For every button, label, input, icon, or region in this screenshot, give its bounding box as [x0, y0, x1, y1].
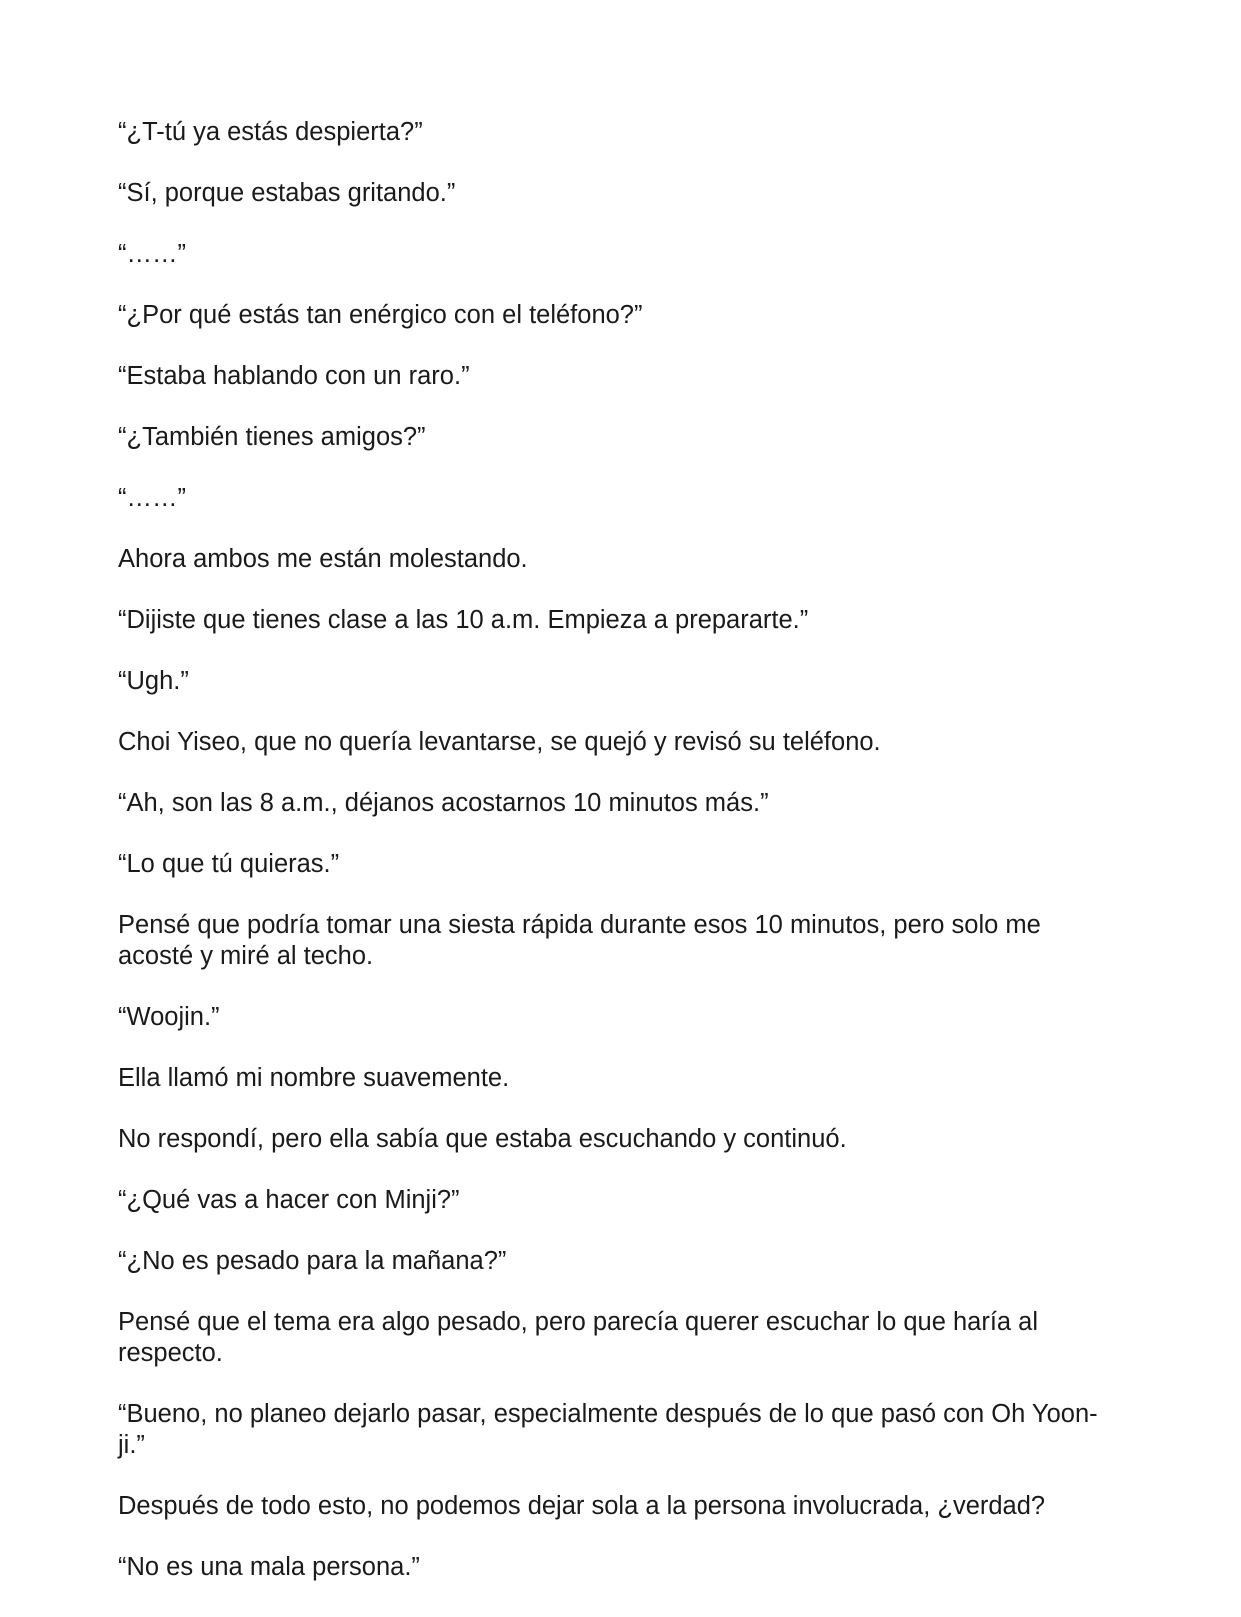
paragraph: “Lo que tú quieras.” [118, 850, 340, 878]
paragraph: “Woojin.” [118, 1003, 220, 1031]
paragraph: “¿No es pesado para la mañana?” [118, 1247, 507, 1275]
paragraph: Pensé que el tema era algo pesado, pero parecía querer escuchar lo que haría al respecto. [118, 1308, 1046, 1367]
text-column [118, 117, 1118, 1613]
paragraph: “……” [118, 240, 186, 268]
paragraph: Ella llamó mi nombre suavemente. [118, 1064, 510, 1092]
paragraph: Pensé que podría tomar una siesta rápida durante esos 10 minutos, pero solo me acosté y miré al techo. [118, 911, 1048, 970]
paragraph: “Dijiste que tienes clase a las 10 a.m. Empieza a prepararte.” [118, 606, 809, 634]
paragraph: Ahora ambos me están molestando. [118, 545, 528, 573]
paragraph: “No es una mala persona.” [118, 1553, 420, 1581]
paragraph: “Bueno, no planeo dejarlo pasar, especialmente después de lo que pasó con Oh Yoon-ji.” [118, 1400, 1098, 1459]
paragraph: Choi Yiseo, que no quería levantarse, se quejó y revisó su teléfono. [118, 728, 881, 756]
paragraph: “Estaba hablando con un raro.” [118, 362, 470, 390]
paragraph: “¿También tienes amigos?” [118, 423, 426, 451]
paragraph: Después de todo esto, no podemos dejar sola a la persona involucrada, ¿verdad? [118, 1492, 1046, 1520]
paragraph: “Sí, porque estabas gritando.” [118, 179, 456, 207]
paragraph: “Ah, son las 8 a.m., déjanos acostarnos 10 minutos más.” [118, 789, 769, 817]
paragraph: “……” [118, 484, 186, 512]
paragraph: No respondí, pero ella sabía que estaba escuchando y continuó. [118, 1125, 847, 1153]
paragraph: “Ugh.” [118, 667, 189, 695]
paragraph: “¿Por qué estás tan enérgico con el teléfono?” [118, 301, 643, 329]
paragraph: “¿T-tú ya estás despierta?” [118, 118, 423, 146]
paragraph: “¿Qué vas a hacer con Minji?” [118, 1186, 460, 1214]
